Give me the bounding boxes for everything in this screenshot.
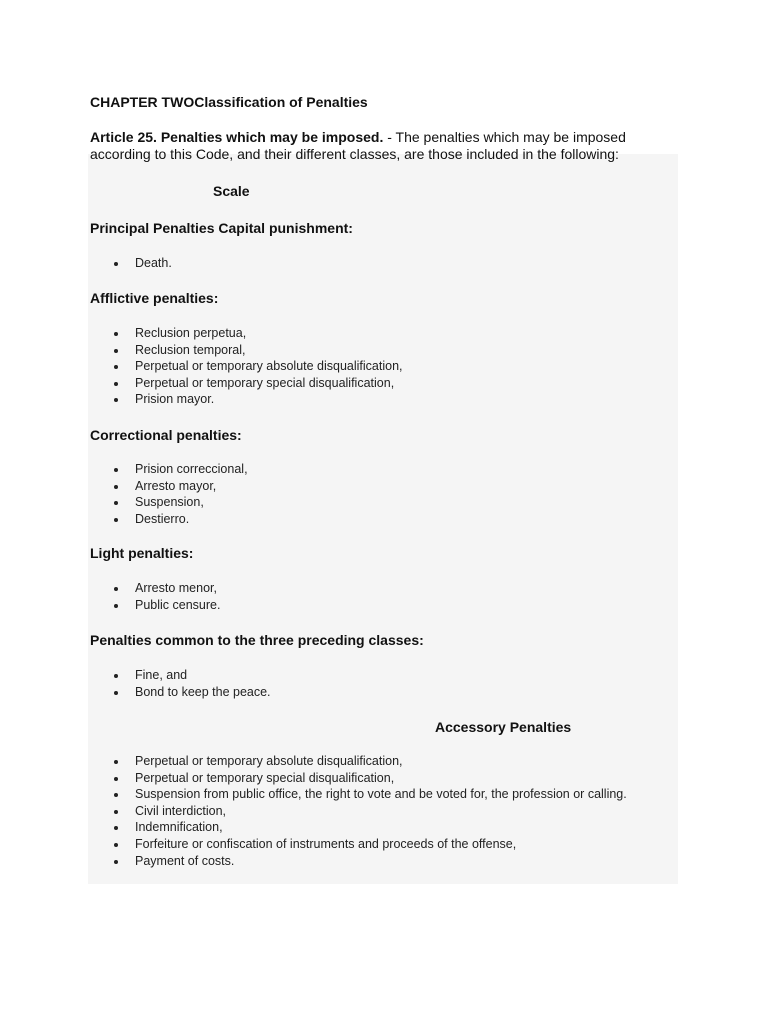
section-heading-principal: Principal Penalties Capital punishment:: [90, 220, 353, 236]
list-item: Death.: [90, 255, 635, 272]
accessory-heading: Accessory Penalties: [435, 719, 572, 735]
section-heading-correctional: Correctional penalties:: [90, 427, 242, 443]
list-item: Indemnification,: [90, 819, 635, 836]
list-item: Prision mayor.: [90, 391, 635, 408]
list-item: Perpetual or temporary absolute disqualification,: [90, 753, 635, 770]
list-common: [90, 667, 635, 700]
list-item: Reclusion perpetua,: [90, 325, 635, 342]
list-item: Prision correccional,: [90, 461, 635, 478]
list-item: Suspension from public office, the right to vote and be voted for, the profession or calling.: [90, 786, 635, 803]
list-correctional: [90, 461, 635, 527]
list-item: Arresto mayor,: [90, 478, 635, 495]
scale-heading: Scale: [213, 183, 250, 199]
list-afflictive: [90, 325, 635, 408]
list-item: Reclusion temporal,: [90, 342, 635, 359]
list-accessory: [90, 753, 635, 869]
section-heading-light: Light penalties:: [90, 545, 194, 561]
list-light: [90, 580, 635, 613]
chapter-title: CHAPTER TWOClassification of Penalties: [90, 94, 368, 110]
list-item: Bond to keep the peace.: [90, 684, 635, 701]
list-item: Fine, and: [90, 667, 635, 684]
list-item: Suspension,: [90, 494, 635, 511]
list-item: Perpetual or temporary special disqualification,: [90, 770, 635, 787]
list-item: Destierro.: [90, 511, 635, 528]
article-label: Article 25. Penalties which may be imposed.: [90, 129, 384, 145]
list-item: Civil interdiction,: [90, 803, 635, 820]
list-principal: [90, 255, 635, 272]
list-item: Arresto menor,: [90, 580, 635, 597]
list-item: Perpetual or temporary absolute disqualification,: [90, 358, 635, 375]
list-item: Public censure.: [90, 597, 635, 614]
section-heading-afflictive: Afflictive penalties:: [90, 290, 219, 306]
list-item: Payment of costs.: [90, 853, 635, 870]
article-paragraph: [90, 129, 680, 163]
article-text: - The penalties which may be imposed according to this Code, and their different classes, are those included in the following:: [90, 129, 626, 162]
list-item: Forfeiture or confiscation of instruments and proceeds of the offense,: [90, 836, 635, 853]
section-heading-common: Penalties common to the three preceding classes:: [90, 632, 424, 648]
list-item: Perpetual or temporary special disqualification,: [90, 375, 635, 392]
